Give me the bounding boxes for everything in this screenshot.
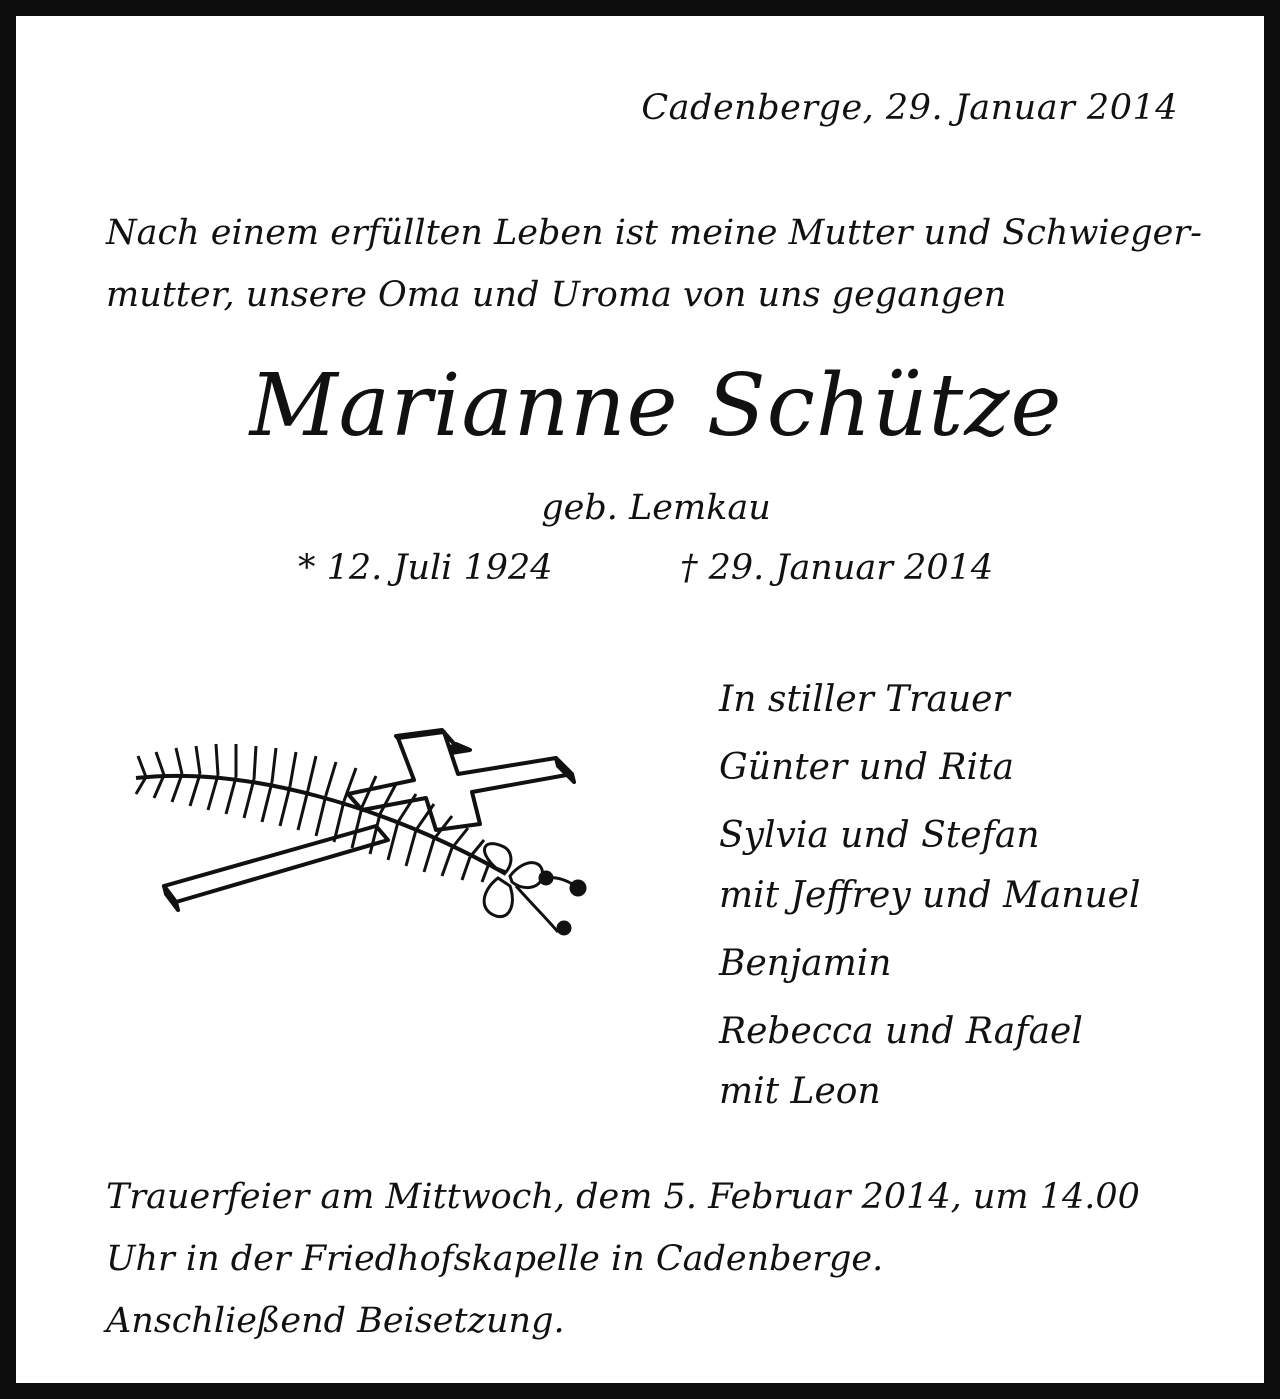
mourner-line: In stiller Trauer [719,679,1010,720]
mourner-group [719,1002,1140,1122]
funeral-info [106,1166,1226,1352]
mourner-line: Sylvia und Stefan [719,815,1040,856]
mourner-group [719,934,1140,994]
intro-text [106,202,1226,326]
mourner-group [719,738,1140,798]
mourner-line: Rebecca und Rafael [719,1011,1083,1052]
mourner-line: mit Jeffrey und Manuel [719,875,1141,916]
mourner-line: Benjamin [719,943,892,984]
cross-with-palm-branch-icon [126,726,596,956]
funeral-info-line: Trauerfeier am Mittwoch, dem 5. Februar 2014, um 14.00 [106,1177,1140,1217]
death-date: † 29. Januar 2014 [680,548,994,588]
mourners-list [719,670,1140,1130]
intro-line: mutter, unsere Oma und Uroma von uns gegangen [106,275,1007,315]
deceased-name: Marianne Schütze [249,356,1063,456]
birth-date: * 12. Juli 1924 [298,548,553,588]
mourner-group [719,670,1140,730]
mourner-group [719,806,1140,926]
funeral-info-line: Uhr in der Friedhofskapelle in Cadenberge. [106,1239,884,1279]
intro-line: Nach einem erfüllten Leben ist meine Mutter und Schwieger- [106,213,1202,253]
place-date: Cadenberge, 29. Januar 2014 [641,88,1178,128]
funeral-info-line: Anschließend Beisetzung. [106,1301,565,1341]
mourner-line: mit Leon [719,1071,881,1112]
mourner-line: Günter und Rita [719,747,1014,788]
maiden-name: geb. Lemkau [541,488,771,528]
